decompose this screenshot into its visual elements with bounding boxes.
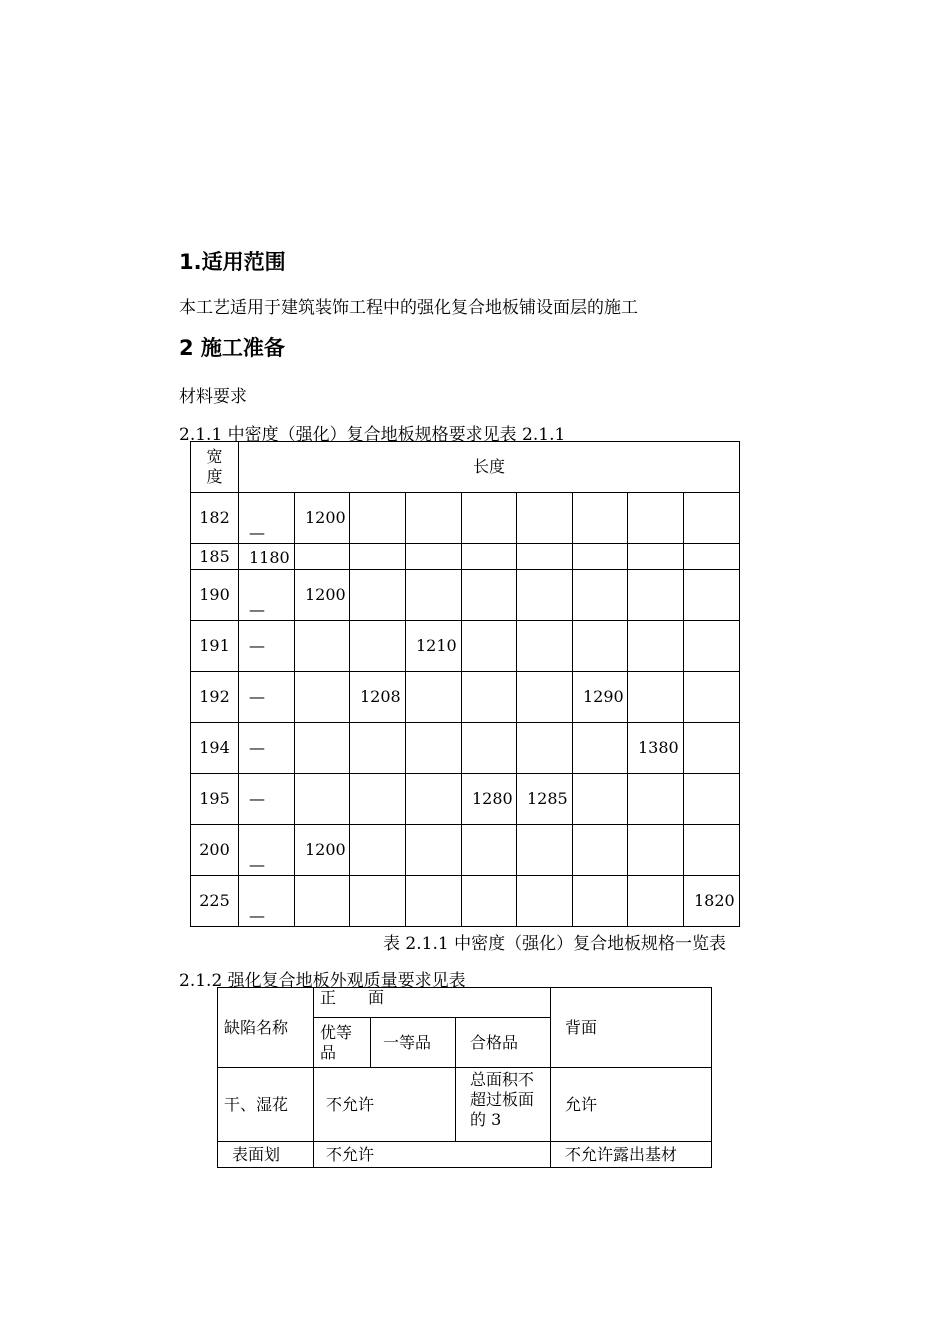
length-cell: 1285 [517,774,573,825]
table-row [191,825,740,876]
length-cell [517,876,573,927]
width-cell: 185 [191,544,239,570]
width-cell: 195 [191,774,239,825]
section2-heading: 2 施工准备 [179,336,285,360]
length-cell [406,774,462,825]
length-cell [350,825,406,876]
length-cell [684,544,740,570]
length-cell [350,723,406,774]
table1-title: 2.1.1 中密度（强化）复合地板规格要求见表 2.1.1 [179,425,566,445]
length-cell [462,672,517,723]
table-row [191,876,740,927]
section1-body: 本工艺适用于建筑装饰工程中的强化复合地板铺设面层的施工 [179,298,638,318]
defect-name-header: 缺陷名称 [218,988,314,1068]
length-cell: 1820 [684,876,740,927]
length-cell [628,493,684,544]
length-cell [295,672,350,723]
length-cell [684,621,740,672]
width-cell: 225 [191,876,239,927]
table-row [191,672,740,723]
length-cell [628,570,684,621]
length-cell [573,876,628,927]
length-cell [406,672,462,723]
length-cell [684,774,740,825]
length-cell [684,672,740,723]
length-cell [573,570,628,621]
length-cell [462,825,517,876]
length-cell: — [239,672,295,723]
width-cell: 200 [191,825,239,876]
materials-subheading: 材料要求 [179,387,247,407]
table-row [191,570,740,621]
length-cell [350,493,406,544]
length-cell [517,723,573,774]
width-cell: 182 [191,493,239,544]
length-cell [517,672,573,723]
row2-back: 不允许露出基材 [551,1142,712,1168]
table-row [191,723,740,774]
length-cell [295,544,350,570]
length-cell: — [239,825,295,876]
row1-back: 允许 [551,1068,712,1142]
length-cell [462,723,517,774]
length-cell [406,723,462,774]
length-cell [406,493,462,544]
row1-defect: 干、湿花 [218,1068,314,1142]
length-cell [295,621,350,672]
length-cell [462,876,517,927]
length-cell [295,876,350,927]
length-cell: — [239,621,295,672]
front-header: 正 面 [314,988,551,1018]
length-cell [628,621,684,672]
table2-title: 2.1.2 强化复合地板外观质量要求见表 [179,971,466,991]
length-cell [573,493,628,544]
length-cell: — [239,723,295,774]
table-row [191,493,740,544]
length-cell [517,570,573,621]
length-cell [684,723,740,774]
length-cell [628,774,684,825]
table-row [191,774,740,825]
length-cell [350,621,406,672]
length-header: 长度 [239,442,740,493]
length-cell [573,621,628,672]
length-cell [628,876,684,927]
grade-qualified-header: 合格品 [456,1018,551,1068]
length-cell [462,570,517,621]
quality-table [217,987,712,1168]
length-cell [350,876,406,927]
length-cell: — [239,774,295,825]
length-cell [517,825,573,876]
width-cell: 190 [191,570,239,621]
length-cell [573,723,628,774]
length-cell: 1200 [295,493,350,544]
length-cell: 1280 [462,774,517,825]
length-cell [628,672,684,723]
length-cell [406,825,462,876]
length-cell [350,570,406,621]
length-cell: 1208 [350,672,406,723]
length-cell [684,493,740,544]
width-cell: 192 [191,672,239,723]
table-row [191,621,740,672]
section1-heading: 1.适用范围 [179,250,286,274]
length-cell: 1210 [406,621,462,672]
length-cell [573,825,628,876]
length-cell [462,544,517,570]
length-cell: 1180 [239,544,295,570]
row2-front: 不允许 [314,1142,551,1168]
length-cell [573,774,628,825]
length-cell [684,570,740,621]
table-row [191,544,740,570]
length-cell [517,544,573,570]
length-cell [295,774,350,825]
length-cell [350,774,406,825]
length-cell: — [239,570,295,621]
spec-table [190,441,740,927]
grade-excellent-header: 优等品 [314,1018,371,1068]
length-cell [462,493,517,544]
grade-first-header: 一等品 [371,1018,456,1068]
width-cell: 191 [191,621,239,672]
length-cell [628,825,684,876]
length-cell: 1200 [295,825,350,876]
length-cell [573,544,628,570]
length-cell [628,544,684,570]
length-cell: 1290 [573,672,628,723]
length-cell [406,570,462,621]
length-cell: 1200 [295,570,350,621]
length-cell: — [239,493,295,544]
length-cell [406,876,462,927]
length-cell: 1380 [628,723,684,774]
length-cell [517,621,573,672]
length-cell: — [239,876,295,927]
length-cell [517,493,573,544]
length-cell [295,723,350,774]
length-cell [684,825,740,876]
length-cell [350,544,406,570]
row2-defect: 表面划 [218,1142,314,1168]
width-cell: 194 [191,723,239,774]
row1-front: 不允许 [314,1068,456,1142]
table1-caption: 表 2.1.1 中密度（强化）复合地板规格一览表 [383,934,727,954]
length-cell [406,544,462,570]
row1-grade3: 总面积不超过板面的 3 [456,1068,551,1142]
length-cell [462,621,517,672]
width-header: 宽度 [191,442,239,493]
back-header: 背面 [551,988,712,1068]
